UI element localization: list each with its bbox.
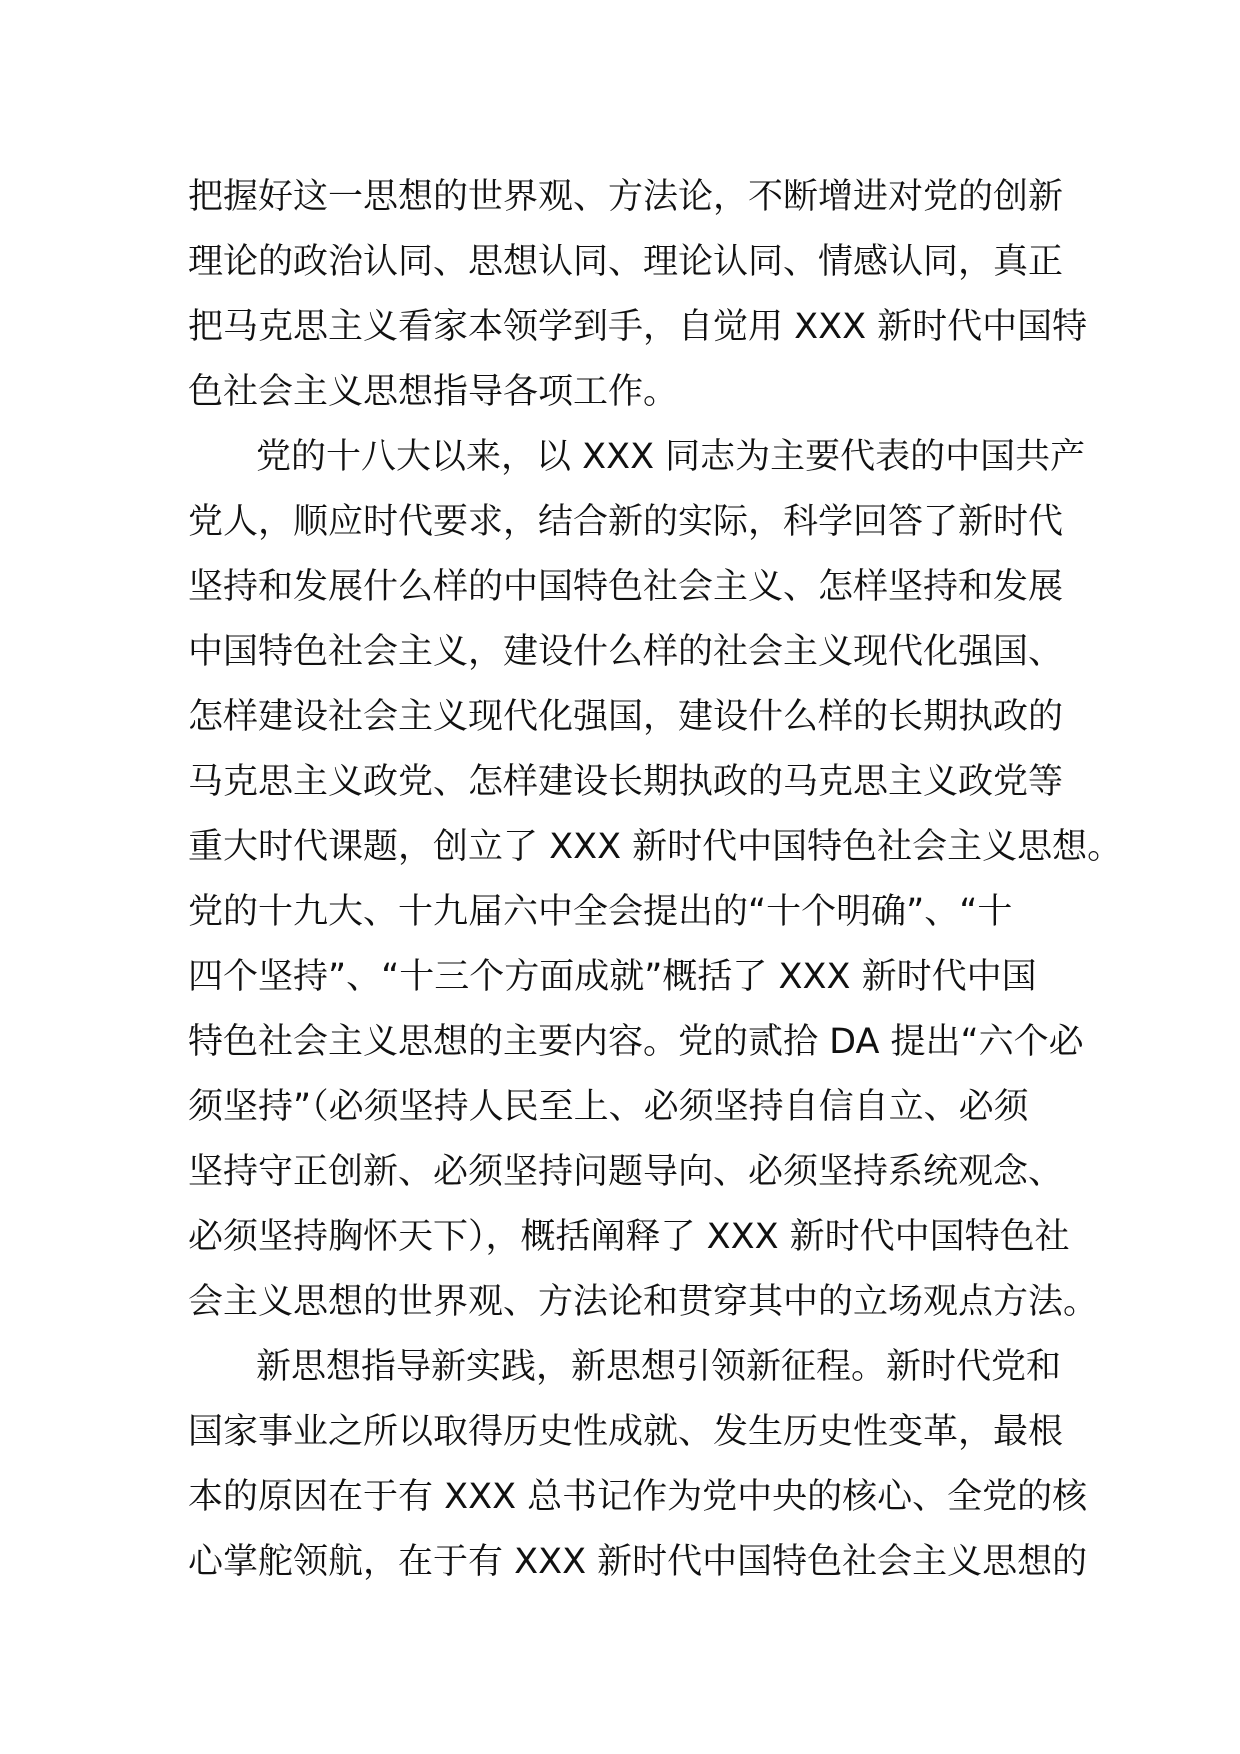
text-line: 会主义思想的世界观、方法论和贯穿其中的立场观点方法。 (188, 1282, 1099, 1322)
text-line: 马克思主义政党、怎样建设长期执政的马克思主义政党等 (188, 762, 1064, 802)
text-line: 中国特色社会主义，建设什么样的社会主义现代化强国、 (188, 632, 1064, 672)
text-line: 色社会主义思想指导各项工作。 (188, 372, 679, 412)
text-line: 新思想指导新实践，新思想引领新征程。新时代党和 (256, 1347, 1062, 1387)
text-line: 国家事业之所以取得历史性成就、发生历史性变革，最根 (188, 1412, 1064, 1452)
body-text (188, 165, 1123, 1595)
text-line: 坚持守正创新、必须坚持问题导向、必须坚持系统观念、 (188, 1152, 1064, 1192)
text-line: 理论的政治认同、思想认同、理论认同、情感认同，真正 (188, 242, 1064, 282)
paragraph-2 (188, 425, 1123, 1335)
text-line: 心掌舵领航，在于有 XXX 新时代中国特色社会主义思想的 (188, 1542, 1088, 1582)
text-line: 党的十八大以来，以 XXX 同志为主要代表的中国共产 (256, 437, 1086, 477)
text-line: 四个坚持”、“十三个方面成就”概括了 XXX 新时代中国 (188, 957, 1037, 997)
text-line: 必须坚持胸怀天下），概括阐释了 XXX 新时代中国特色社 (188, 1217, 1070, 1257)
text-line: 重大时代课题，创立了 XXX 新时代中国特色社会主义思想。 (188, 827, 1123, 867)
text-line: 怎样建设社会主义现代化强国，建设什么样的长期执政的 (188, 697, 1064, 737)
text-line: 本的原因在于有 XXX 总书记作为党中央的核心、全党的核 (188, 1477, 1088, 1517)
text-line: 把握好这一思想的世界观、方法论，不断增进对党的创新 (188, 177, 1064, 217)
paragraph-1 (188, 165, 1088, 425)
text-line: 坚持和发展什么样的中国特色社会主义、怎样坚持和发展 (188, 567, 1064, 607)
text-line: 党人，顺应时代要求，结合新的实际，科学回答了新时代 (188, 502, 1064, 542)
text-line: 党的十九大、十九届六中全会提出的“十个明确”、“十 (188, 892, 1013, 932)
paragraph-3 (188, 1335, 1088, 1595)
text-line: 特色社会主义思想的主要内容。党的贰拾 DA 提出“六个必 (188, 1022, 1084, 1062)
text-line: 须坚持”（必须坚持人民至上、必须坚持自信自立、必须 (188, 1087, 1029, 1127)
text-line: 把马克思主义看家本领学到手，自觉用 XXX 新时代中国特 (188, 307, 1088, 347)
